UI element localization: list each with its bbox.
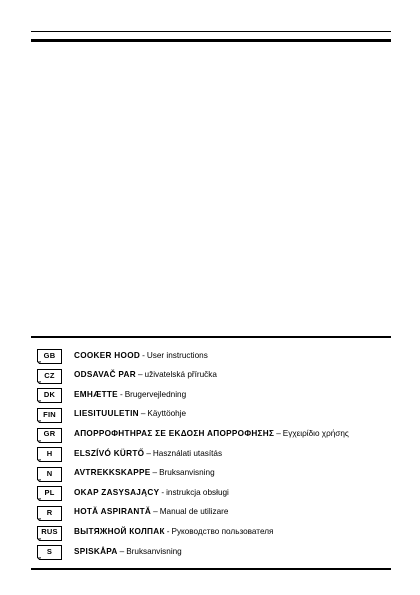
- title-separator: –: [137, 370, 143, 380]
- language-entry-text: [74, 410, 186, 418]
- language-badge-dk: [37, 388, 62, 401]
- language-entry-text: [74, 528, 273, 536]
- manual-subtitle: instrukcja obsługi: [166, 487, 229, 497]
- language-entry-n[interactable]: [31, 464, 401, 484]
- section-divider: [31, 336, 391, 338]
- product-title: ELSZÍVÓ KÜRTŐ: [74, 448, 145, 458]
- title-separator: -: [166, 527, 170, 537]
- language-badge-r: [37, 506, 62, 519]
- language-code: H: [46, 449, 53, 459]
- manual-subtitle: Käyttöohje: [147, 409, 187, 419]
- manual-subtitle: Bruksanvisning: [159, 468, 215, 478]
- language-entry-text: [74, 371, 217, 379]
- title-separator: –: [119, 546, 125, 556]
- manual-subtitle: Εγχειρίδιο χρήσης: [282, 429, 349, 439]
- language-code: N: [46, 468, 53, 478]
- language-code: GR: [43, 429, 56, 439]
- language-entry-dk[interactable]: [31, 385, 401, 405]
- language-entry-pl[interactable]: [31, 483, 401, 503]
- language-entry-h[interactable]: [31, 444, 401, 464]
- language-entry-fin[interactable]: [31, 405, 401, 425]
- product-title: OKAP ZASYSAJĄCY: [74, 487, 160, 497]
- title-separator: -: [142, 350, 145, 360]
- manual-subtitle: Manual de utilizare: [159, 507, 229, 517]
- language-badge-pl: [37, 486, 62, 499]
- product-title: ΑΠΟΡΡΟΦΗΤΗΡΑΣ ΣΕ ΕΚΔΟΣΗ ΑΠΟΡΡΟΦΗΣΗΣ: [74, 429, 275, 439]
- manual-subtitle: Руководство пользователя: [171, 527, 274, 537]
- product-title: EMHÆTTE: [74, 389, 118, 399]
- language-badge-n: [37, 467, 62, 480]
- language-entry-text: [74, 391, 186, 399]
- title-separator: –: [152, 468, 158, 478]
- language-entry-text: [74, 352, 208, 360]
- top-thin-rule: [31, 31, 391, 32]
- language-badge-gb: [37, 349, 62, 362]
- language-badge-cz: [37, 369, 62, 382]
- title-separator: -: [119, 389, 123, 399]
- language-entry-text: [74, 548, 182, 556]
- product-title: COOKER HOOD: [74, 350, 141, 360]
- manual-subtitle: uživatelská příručka: [144, 370, 217, 380]
- language-badge-gr: [37, 428, 62, 441]
- product-title: ODSAVAČ PAR: [74, 370, 136, 380]
- product-title: SPISKÅPA: [74, 546, 118, 556]
- language-code: R: [46, 507, 53, 517]
- bottom-rule: [31, 568, 391, 570]
- language-code: CZ: [44, 370, 55, 380]
- top-thick-rule: [31, 39, 391, 42]
- language-code: PL: [44, 488, 55, 498]
- manual-subtitle: Használati utasítás: [152, 448, 223, 458]
- manual-subtitle: Bruksanvisning: [126, 546, 182, 556]
- language-badge-h: [37, 447, 62, 460]
- title-separator: –: [153, 507, 158, 517]
- language-code: S: [46, 546, 53, 556]
- language-entry-s[interactable]: [31, 542, 401, 562]
- language-entry-text: [74, 508, 228, 516]
- title-separator: –: [276, 429, 281, 439]
- manual-subtitle: Brugervejledning: [124, 389, 187, 399]
- language-code: RUS: [41, 527, 58, 537]
- language-entry-rus[interactable]: [31, 522, 401, 542]
- product-title: AVTREKKSKAPPE: [74, 468, 151, 478]
- language-badge-rus: [37, 526, 62, 539]
- language-entry-text: [74, 430, 349, 438]
- language-entry-text: [74, 489, 229, 497]
- language-code: GB: [43, 351, 56, 361]
- manual-subtitle: User instructions: [146, 350, 208, 360]
- language-list: [31, 346, 401, 562]
- title-separator: –: [146, 448, 151, 458]
- product-title: LIESITUULETIN: [74, 409, 139, 419]
- title-separator: -: [161, 487, 165, 497]
- language-entry-cz[interactable]: [31, 366, 401, 386]
- language-entry-gb[interactable]: [31, 346, 401, 366]
- title-separator: –: [140, 409, 146, 419]
- language-badge-s: [37, 545, 62, 558]
- product-title: HOTĂ ASPIRANTĂ: [74, 507, 152, 517]
- language-entry-r[interactable]: [31, 503, 401, 523]
- product-title: ВЫТЯЖНОЙ КОЛПАК: [74, 527, 165, 537]
- language-badge-fin: [37, 408, 62, 421]
- language-entry-gr[interactable]: [31, 424, 401, 444]
- language-code: FIN: [43, 409, 56, 419]
- language-entry-text: [74, 469, 215, 477]
- language-entry-text: [74, 450, 222, 458]
- language-code: DK: [43, 390, 56, 400]
